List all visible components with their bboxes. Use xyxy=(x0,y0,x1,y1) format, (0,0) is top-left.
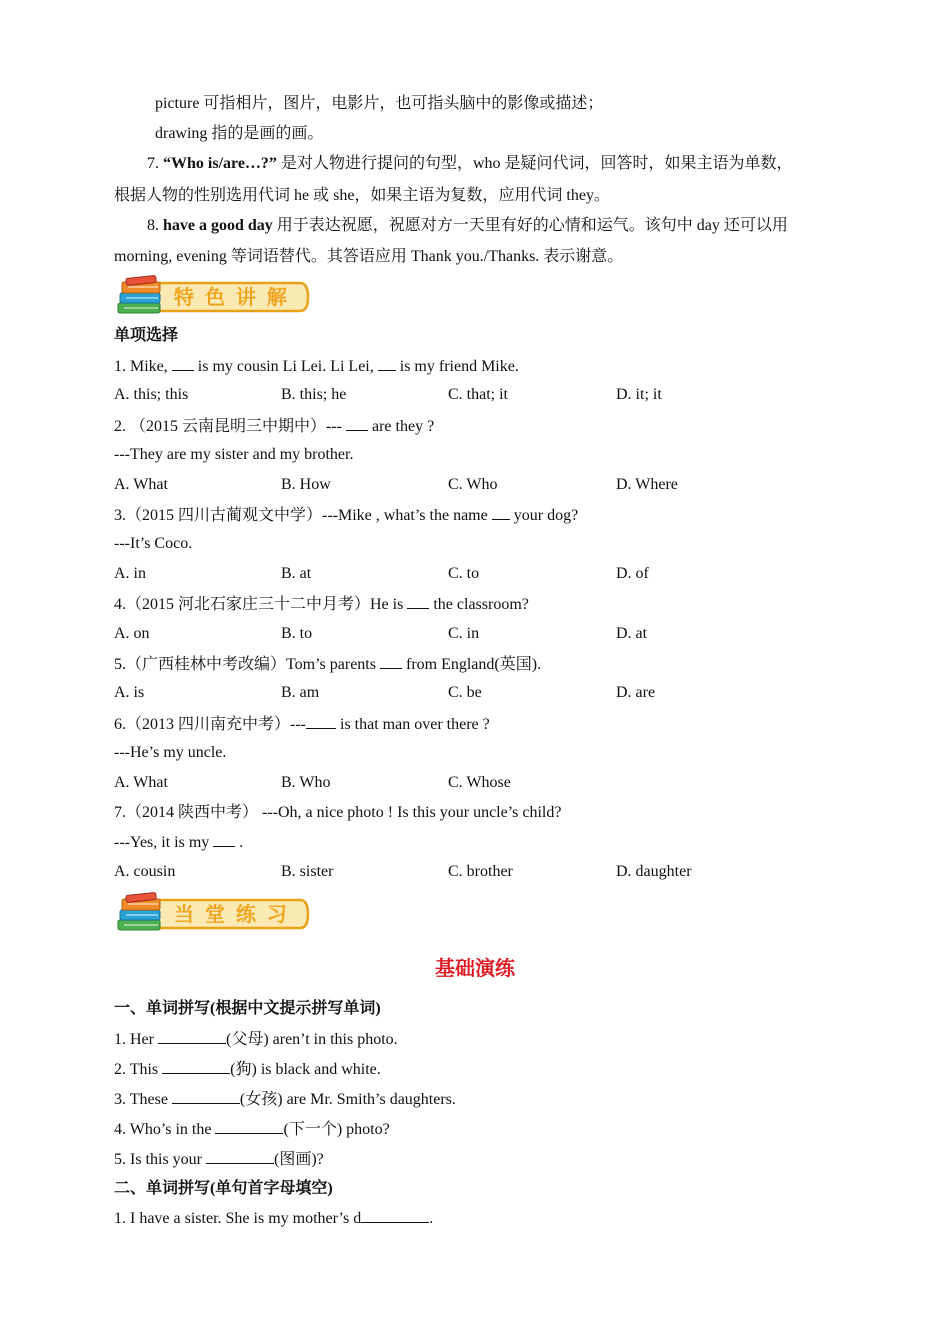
question-7-answer: ---Yes, it is my . xyxy=(114,834,244,851)
books-icon xyxy=(114,892,310,936)
option-b[interactable]: B. sister xyxy=(281,863,334,880)
spelling-item-4: 4. Who’s in the (下一个) photo? xyxy=(114,1121,390,1138)
question-4: 4.（2015 河北石家庄三十二中月考）He is the classroom? xyxy=(114,596,529,613)
option-c[interactable]: C. Whose xyxy=(448,774,511,791)
option-b[interactable]: B. Who xyxy=(281,774,331,791)
question-7-options xyxy=(114,862,874,882)
option-d[interactable]: D. at xyxy=(616,625,648,642)
option-a[interactable]: A. What xyxy=(114,774,168,791)
option-d[interactable]: D. Where xyxy=(616,476,678,493)
answer-blank[interactable] xyxy=(162,1059,230,1074)
option-a[interactable]: A. What xyxy=(114,476,168,493)
option-c[interactable]: C. to xyxy=(448,565,480,582)
books-icon xyxy=(114,275,310,319)
note-8-line2: morning, evening 等词语替代。其答语应用 Thank you./Thanks. 表示谢意。 xyxy=(114,248,624,265)
basic-practice-title: 基础演练 xyxy=(435,958,515,980)
spelling-item-5: 5. Is this your (图画)? xyxy=(114,1151,324,1168)
note-drawing: drawing 指的是画的画。 xyxy=(155,125,324,142)
note-7-keyword: “Who is/are…?” xyxy=(163,155,277,172)
option-d[interactable]: D. daughter xyxy=(616,863,692,880)
answer-blank[interactable] xyxy=(172,1089,240,1104)
answer-blank[interactable] xyxy=(361,1208,429,1223)
question-3-answer: ---It’s Coco. xyxy=(114,535,193,552)
note-8: 8. have a good day 用于表达祝愿，祝愿对方一天里有好的心情和运气。该句中 day 还可以用 xyxy=(147,217,788,234)
option-c[interactable]: C. Who xyxy=(448,476,498,493)
features-banner xyxy=(114,275,310,319)
option-a[interactable]: A. this; this xyxy=(114,386,189,403)
note-picture: picture 可指相片，图片，电影片，也可指头脑中的影像或描述； xyxy=(155,95,604,112)
spelling-item-3: 3. These (女孩) are Mr. Smith’s daughters. xyxy=(114,1091,456,1108)
option-b[interactable]: B. to xyxy=(281,625,313,642)
option-d[interactable]: D. of xyxy=(616,565,649,582)
section-2-heading: 二、单词拼写(单句首字母填空) xyxy=(114,1180,333,1197)
option-a[interactable]: A. cousin xyxy=(114,863,176,880)
question-1: 1. Mike, is my cousin Li Lei. Li Lei, is my friend Mike. xyxy=(114,358,519,375)
option-b[interactable]: B. am xyxy=(281,684,320,701)
question-3-options xyxy=(114,564,874,584)
practice-banner-label: 当 堂 练 习 xyxy=(174,902,289,926)
initial-letter-item-1: 1. I have a sister. She is my mother’s d . xyxy=(114,1210,434,1227)
note-7-line2: 根据人物的性别选用代词 he 或 she，如果主语为复数，应用代词 they。 xyxy=(114,187,610,204)
option-d[interactable]: D. it; it xyxy=(616,386,662,403)
option-a[interactable]: A. on xyxy=(114,625,150,642)
section-1-heading: 一、单词拼写(根据中文提示拼写单词) xyxy=(114,1000,381,1017)
spelling-item-1: 1. Her (父母) aren’t in this photo. xyxy=(114,1031,398,1048)
answer-blank[interactable] xyxy=(158,1029,226,1044)
question-4-options xyxy=(114,624,874,644)
option-a[interactable]: A. in xyxy=(114,565,146,582)
option-b[interactable]: B. How xyxy=(281,476,331,493)
question-2-options xyxy=(114,475,874,495)
option-c[interactable]: C. be xyxy=(448,684,482,701)
option-a[interactable]: A. is xyxy=(114,684,145,701)
spelling-item-2: 2. This (狗) is black and white. xyxy=(114,1061,381,1078)
single-choice-heading: 单项选择 xyxy=(114,327,179,344)
answer-blank[interactable] xyxy=(215,1119,283,1134)
question-7: 7.（2014 陕西中考） ---Oh, a nice photo ! Is this your uncle’s child? xyxy=(114,804,562,821)
question-6: 6.（2013 四川南充中考）--- is that man over there ? xyxy=(114,716,490,733)
question-6-answer: ---He’s my uncle. xyxy=(114,744,227,761)
question-2: 2. （2015 云南昆明三中期中）--- are they ? xyxy=(114,418,435,435)
answer-blank[interactable] xyxy=(206,1149,274,1164)
question-2-answer: ---They are my sister and my brother. xyxy=(114,446,354,463)
option-c[interactable]: C. that; it xyxy=(448,386,508,403)
question-1-options xyxy=(114,385,874,405)
option-b[interactable]: B. this; he xyxy=(281,386,347,403)
question-5-options xyxy=(114,683,874,703)
option-b[interactable]: B. at xyxy=(281,565,312,582)
note-7: 7. “Who is/are…?” 是对人物进行提问的句型，who 是疑问代词，回答时，如果主语为单数， xyxy=(147,155,793,172)
note-8-keyword: have a good day xyxy=(163,217,273,234)
features-banner-label: 特 色 讲 解 xyxy=(174,285,289,309)
practice-banner xyxy=(114,892,310,936)
option-d[interactable]: D. are xyxy=(616,684,656,701)
option-c[interactable]: C. brother xyxy=(448,863,513,880)
question-5: 5.（广西桂林中考改编）Tom’s parents from England(英国). xyxy=(114,656,542,673)
question-3: 3.（2015 四川古蔺观文中学）---Mike , what’s the name your dog? xyxy=(114,507,579,524)
option-c[interactable]: C. in xyxy=(448,625,480,642)
question-6-options xyxy=(114,773,874,793)
